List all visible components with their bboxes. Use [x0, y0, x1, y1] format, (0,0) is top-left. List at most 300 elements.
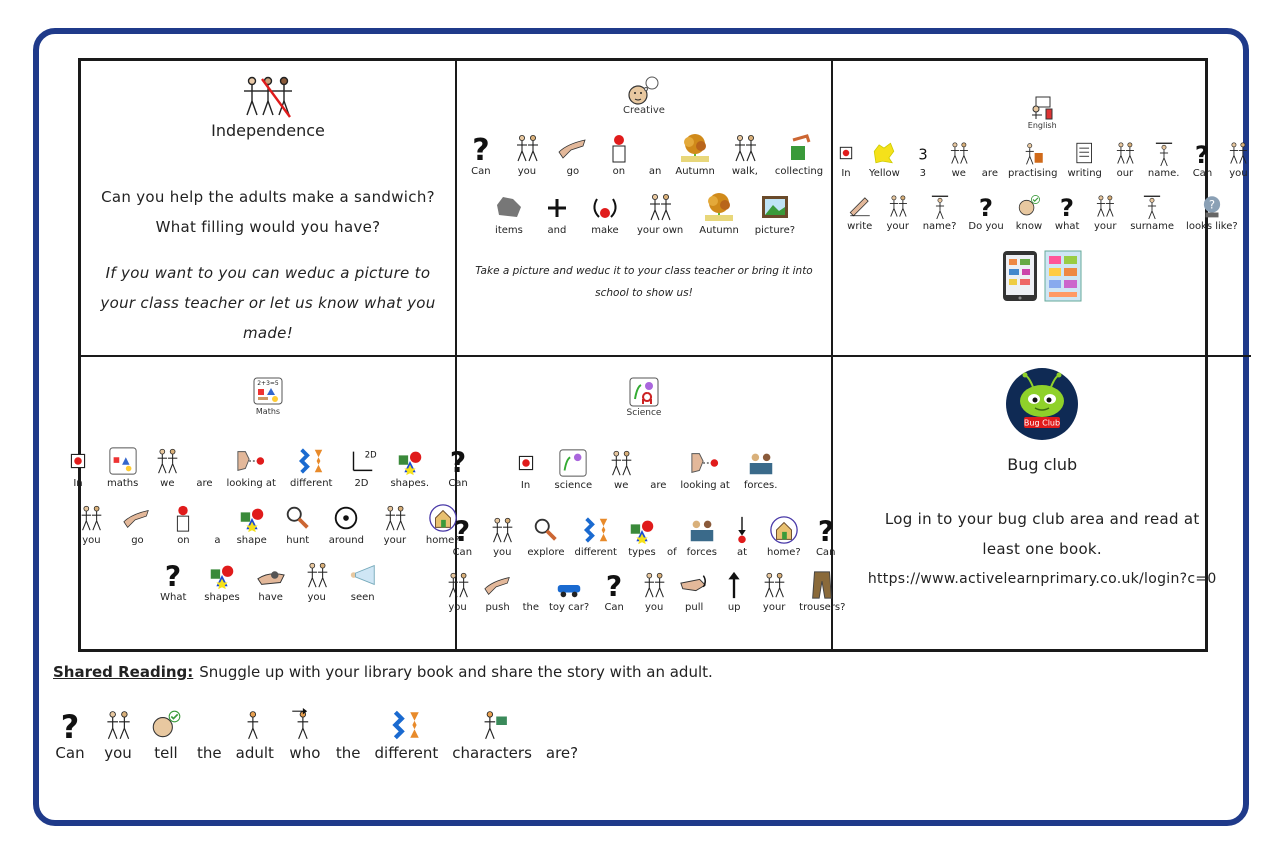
creative-symbol-word	[465, 132, 497, 177]
science-word-label: pull	[685, 602, 704, 613]
english-cell	[833, 61, 1251, 357]
go-icon	[122, 503, 152, 533]
creative-symbol-word	[603, 132, 635, 177]
science-symbol-word	[719, 570, 749, 613]
english-symbol-word	[833, 140, 859, 179]
independence-note-3: made!	[242, 324, 294, 342]
science-row-1	[457, 448, 831, 491]
autumn-icon	[679, 132, 711, 164]
different-icon	[389, 708, 423, 742]
independence-title: Independence	[211, 121, 325, 140]
can-icon	[447, 515, 477, 549]
practising-icon	[1020, 140, 1046, 166]
science-word-label: trousers?	[799, 602, 846, 613]
english-symbol-word	[1112, 140, 1138, 179]
english-word-label: looks like?	[1186, 221, 1238, 232]
science-symbol-word	[606, 448, 636, 491]
english-symbol-word	[968, 193, 1003, 232]
shared-word-label: tell	[154, 744, 178, 762]
independence-question-2: What filling would you have?	[155, 218, 381, 236]
maths-word-label: maths	[106, 478, 139, 489]
science-symbol-word	[667, 545, 677, 558]
you-icon	[101, 708, 135, 742]
shared-symbol-word	[197, 742, 222, 762]
creative-word-label: picture?	[754, 225, 796, 236]
creative-symbol-word	[775, 132, 823, 177]
shared-word-label: Can	[55, 744, 85, 762]
creative-word-label: on	[612, 166, 626, 177]
maths-word-label: Can	[448, 478, 468, 489]
science-row-2	[452, 515, 836, 558]
maths-symbol-word	[283, 503, 313, 546]
english-word-label: Yellow	[869, 168, 900, 179]
science-title: Science	[626, 408, 662, 418]
science-word-label: you	[493, 547, 512, 558]
maths-word-label: shapes.	[390, 478, 430, 489]
different-icon	[581, 515, 611, 545]
maths-word-label: you	[82, 535, 101, 546]
svg-text:?: ?	[165, 560, 182, 594]
shared-reading-symbols	[53, 708, 592, 762]
english-symbol-word	[869, 140, 900, 179]
maths-symbol-word	[63, 446, 93, 489]
english-symbol-word	[1067, 140, 1101, 179]
science-symbol-word	[599, 570, 629, 613]
english-word-label: Do you	[968, 221, 1004, 232]
science-word-label: forces	[686, 547, 718, 558]
creative-symbol-word	[649, 164, 661, 177]
maths-word-label: home?	[425, 535, 460, 546]
english-symbol-word	[1225, 140, 1251, 179]
creative-row-1	[457, 132, 831, 177]
twod-label: 2D	[365, 449, 378, 460]
you-icon	[639, 570, 669, 600]
science-symbol-word	[639, 570, 669, 613]
english-symbol-word	[910, 140, 936, 179]
bug-club-logo	[1005, 367, 1079, 441]
maths-icon	[253, 377, 283, 405]
your-own-icon	[644, 191, 676, 223]
maths-symbol-word	[380, 503, 410, 546]
creative-row-2	[457, 191, 831, 236]
english-word-label: we	[951, 168, 966, 179]
maths-word-label: 2D	[354, 478, 369, 489]
shape-icon	[237, 503, 267, 533]
write-icon	[847, 193, 873, 219]
independence-cell	[81, 61, 457, 357]
maths-symbol-word	[329, 503, 364, 546]
tell-icon	[149, 708, 183, 742]
science-symbol-word	[549, 570, 589, 613]
science-symbol-word	[447, 515, 477, 558]
push-icon	[483, 570, 513, 600]
items-icon	[493, 191, 525, 223]
shared-symbol-word	[236, 708, 274, 762]
maths-word-label: are	[196, 478, 213, 489]
maths-row-2	[81, 503, 460, 546]
maths-title: Maths	[255, 407, 281, 416]
maths-symbol-word	[348, 560, 378, 603]
we-icon	[606, 448, 636, 478]
science-word-label: at	[736, 547, 748, 558]
on-icon	[603, 132, 635, 164]
creative-word-label: your own	[636, 225, 684, 236]
science-symbol-word	[555, 448, 593, 491]
maths-symbol-word	[237, 503, 267, 546]
creative-word-label: Autumn	[675, 166, 715, 177]
name-chart-icon	[1044, 250, 1082, 302]
english-symbol-word	[923, 193, 957, 232]
english-symbol-word	[1186, 193, 1238, 232]
creative-word-label: walk,	[731, 166, 758, 177]
maths-symbol-word	[168, 503, 198, 546]
shared-symbol-word	[149, 708, 183, 762]
who-icon	[288, 708, 322, 742]
creative-title: Creative	[623, 105, 665, 116]
maths-symbol-word	[256, 560, 286, 603]
creative-word-label: Can	[471, 166, 491, 177]
what-icon	[158, 560, 188, 594]
your-icon	[759, 570, 789, 600]
can-icon	[465, 132, 497, 168]
maths-row-1	[73, 446, 468, 489]
shared-word-label: you	[104, 744, 132, 762]
your-icon	[380, 503, 410, 533]
english-pictures	[833, 250, 1251, 302]
science-symbol-word	[679, 570, 709, 613]
svg-text:3: 3	[918, 146, 928, 164]
home-icon	[769, 515, 799, 545]
creative-symbol-word	[699, 191, 739, 236]
creative-word-label: an	[648, 166, 662, 177]
shared-word-label: who	[289, 744, 321, 762]
science-word-label: you	[448, 602, 467, 613]
science-symbol-word	[483, 570, 513, 613]
svg-text:?: ?	[817, 515, 834, 549]
adult-icon	[238, 708, 272, 742]
and-icon	[541, 191, 573, 223]
creative-symbol-word	[729, 132, 761, 177]
seen-icon	[348, 560, 378, 590]
science-word-label: up	[727, 602, 741, 613]
forces-icon	[687, 515, 717, 545]
looking-at-icon	[236, 446, 266, 476]
english-word-label: your	[1093, 221, 1117, 232]
forces-icon	[746, 448, 776, 478]
you-icon	[443, 570, 473, 600]
english-word-label: are	[981, 168, 998, 179]
creative-note-1: Take a picture and weduc it to your class teacher or bring it into	[475, 265, 813, 277]
can-icon	[53, 707, 87, 746]
english-symbol-word	[1092, 193, 1118, 232]
autumn-icon	[703, 191, 735, 223]
in-icon	[833, 140, 859, 166]
maths-symbol-word	[226, 446, 276, 489]
science-symbol-word	[511, 448, 541, 491]
svg-text:?: ?	[449, 446, 467, 480]
science-word-label: In	[520, 480, 531, 491]
english-word-label: what	[1054, 221, 1080, 232]
creative-symbol-word	[755, 191, 795, 236]
3-icon	[910, 140, 936, 166]
in-icon	[511, 448, 541, 478]
maths-symbol-word	[290, 446, 332, 489]
shared-word-label: the	[197, 744, 222, 762]
shared-word-label: the	[335, 744, 361, 762]
do-you-icon	[973, 192, 999, 222]
english-symbol-word	[1189, 140, 1215, 179]
creative-word-label: and	[547, 225, 567, 236]
english-icon	[1028, 95, 1056, 121]
maths-word-label: go	[131, 535, 144, 546]
svg-text:?: ?	[1060, 192, 1075, 222]
science-symbol-word	[527, 515, 564, 558]
science-word-label: forces.	[743, 480, 778, 491]
science-symbol-word	[575, 515, 617, 558]
maths-row-3	[81, 560, 455, 603]
english-symbol-word	[1130, 193, 1174, 232]
maths-word-label: shapes	[204, 592, 240, 603]
hunt-icon	[283, 503, 313, 533]
go-icon	[557, 132, 589, 164]
creative-symbol-word	[511, 132, 543, 177]
creative-symbol-word	[493, 191, 525, 236]
science-word-label: are	[650, 480, 667, 491]
maths-symbol-word	[152, 446, 182, 489]
looking-at-icon	[690, 448, 720, 478]
surname-icon	[1139, 193, 1165, 219]
bugclub-title: Bug club	[1007, 455, 1078, 474]
at-icon	[727, 515, 757, 545]
independence-icon	[238, 75, 298, 119]
english-symbol-word	[847, 193, 873, 232]
shared-symbol-word	[53, 708, 87, 762]
creative-word-label: you	[517, 166, 537, 177]
svg-text:?: ?	[606, 570, 623, 604]
shared-symbol-word	[452, 708, 532, 762]
shapes-icon	[395, 446, 425, 476]
science-word-label: push	[485, 602, 510, 613]
english-symbol-word	[982, 166, 998, 179]
independence-question-1: Can you help the adults make a sandwich?	[101, 188, 435, 206]
science-word-label: we	[614, 480, 629, 491]
english-row-1	[833, 140, 1251, 179]
you-icon	[511, 132, 543, 164]
science-word-label: types	[628, 547, 656, 558]
science-symbol-word	[443, 570, 473, 613]
maths-word-label: shape	[236, 535, 267, 546]
science-symbol-word	[744, 448, 778, 491]
science-symbol-word	[487, 515, 517, 558]
looks-like-icon	[1199, 193, 1225, 219]
shared-reading-text: Snuggle up with your library book and share the story with an adult.	[199, 663, 713, 681]
maths-word-label: seen	[350, 592, 375, 603]
english-symbol-word	[1148, 140, 1180, 179]
walk-icon	[729, 132, 761, 164]
shared-reading	[53, 663, 713, 681]
creative-symbol-word	[637, 191, 683, 236]
shared-word-label: different	[374, 744, 439, 762]
around-icon	[331, 503, 361, 533]
creative-cell	[457, 61, 833, 357]
english-symbol-word	[1008, 140, 1057, 179]
yellow-icon	[871, 140, 897, 166]
maths-word-label: different	[289, 478, 333, 489]
science-symbol-word	[523, 600, 539, 613]
science-word-label: explore	[527, 547, 565, 558]
maths-symbol-word	[196, 476, 212, 489]
shared-symbol-word	[336, 742, 361, 762]
shared-symbol-word	[546, 742, 578, 762]
english-symbol-word	[1054, 193, 1080, 232]
shared-word-label: characters	[452, 744, 532, 762]
science-word-label: different	[574, 547, 617, 558]
bugclub-line-2: least one book.	[982, 540, 1102, 558]
your-icon	[1092, 193, 1118, 219]
english-symbol-word	[946, 140, 972, 179]
we-icon	[946, 140, 972, 166]
creative-symbol-word	[541, 191, 573, 236]
make-icon	[589, 191, 621, 223]
we-icon	[152, 446, 182, 476]
maths-word-label: you	[307, 592, 326, 603]
maths-word-label: on	[177, 535, 190, 546]
english-row-2	[833, 193, 1251, 232]
shared-symbol-word	[375, 708, 439, 762]
name-icon	[1151, 140, 1177, 166]
what-icon	[1054, 192, 1080, 222]
know-icon	[1016, 193, 1042, 219]
english-word-label: write	[847, 221, 873, 232]
svg-text:?: ?	[1208, 197, 1215, 212]
science-word-label: looking at	[680, 480, 730, 491]
your-icon	[885, 193, 911, 219]
creative-word-label: collecting	[774, 166, 824, 177]
you-icon	[302, 560, 332, 590]
science-symbol-word	[687, 515, 717, 558]
english-word-label: In	[841, 168, 851, 179]
maths-symbol-word	[204, 560, 239, 603]
bug-club-logo-text: Bug Club	[1024, 418, 1061, 428]
tablet-icon	[1002, 250, 1038, 302]
collecting-icon	[783, 132, 815, 164]
creative-word-label: Autumn	[699, 225, 739, 236]
different-icon	[296, 446, 326, 476]
types-icon	[627, 515, 657, 545]
svg-text:?: ?	[979, 192, 994, 222]
science-word-label: of	[666, 547, 677, 558]
bugclub-login-link[interactable]: https://www.activelearnprimary.co.uk/login?c=0	[867, 571, 1217, 587]
english-symbol-word	[885, 193, 911, 232]
creative-symbol-word	[589, 191, 621, 236]
english-word-label: Can	[1192, 168, 1213, 179]
maths-word-label: we	[160, 478, 175, 489]
science-icon	[558, 448, 588, 478]
svg-text:?: ?	[472, 133, 490, 168]
shared-symbol-word	[101, 708, 135, 762]
maths-word-label: What	[160, 592, 187, 603]
svg-text:?: ?	[1195, 139, 1210, 169]
science-word-label: toy car?	[548, 602, 590, 613]
shared-symbol-word	[288, 708, 322, 762]
science-word-label: Can	[815, 547, 836, 558]
have-icon	[256, 560, 286, 590]
english-word-label: practising	[1007, 168, 1058, 179]
creative-word-label: go	[566, 166, 580, 177]
creative-word-label: make	[591, 225, 619, 236]
english-word-label: name?	[922, 221, 957, 232]
maths-symbol-word	[346, 446, 376, 489]
toy-car-icon	[554, 570, 584, 600]
svg-text:?: ?	[60, 707, 80, 746]
you-icon	[487, 515, 517, 545]
our-icon	[1112, 140, 1138, 166]
english-word-label: 3	[919, 168, 926, 179]
characters-icon	[475, 708, 509, 742]
bugclub-cell	[833, 357, 1251, 649]
shared-reading-label: Shared Reading:	[53, 663, 194, 681]
maths-symbol-word	[107, 446, 138, 489]
2d-icon	[346, 446, 376, 476]
creative-symbol-word	[675, 132, 715, 177]
english-word-label: writing	[1067, 168, 1102, 179]
maths-word-label: looking at	[226, 478, 276, 489]
activity-grid	[73, 58, 1248, 652]
science-symbol-word	[727, 515, 757, 558]
maths-symbol-word	[122, 503, 152, 546]
creative-word-label: items	[495, 225, 523, 236]
science-symbol-word	[650, 478, 666, 491]
up-icon	[719, 570, 749, 600]
maths-symbol-word	[76, 503, 106, 546]
writing-icon	[1072, 140, 1098, 166]
science-word-label: science	[554, 480, 593, 491]
picture-icon	[759, 191, 791, 223]
science-symbol-word	[680, 448, 730, 491]
maths-word-label: have	[258, 592, 283, 603]
pull-icon	[679, 570, 709, 600]
maths-word-label: around	[328, 535, 364, 546]
you-icon	[76, 503, 106, 533]
bugclub-line-1: Log in to your bug club area and read at	[884, 510, 1200, 528]
maths-icon	[108, 446, 138, 476]
maths-word-label: In	[73, 478, 83, 489]
maths-icon-text: 2+3=5	[257, 380, 279, 387]
science-word-label: the	[522, 602, 539, 613]
maths-word-label: a	[214, 535, 221, 546]
name-icon	[927, 193, 953, 219]
can-icon	[599, 570, 629, 604]
science-row-3	[448, 570, 846, 613]
maths-symbol-word	[158, 560, 188, 603]
maths-symbol-word	[390, 446, 429, 489]
maths-symbol-word	[302, 560, 332, 603]
english-word-label: your	[886, 221, 909, 232]
creative-note-2: school to show us!	[595, 287, 693, 299]
english-word-label: surname	[1130, 221, 1175, 232]
can-icon	[1189, 139, 1215, 169]
english-word-label: our	[1116, 168, 1134, 179]
english-symbol-word	[1016, 193, 1042, 232]
science-cell	[448, 357, 846, 649]
science-word-label: Can	[604, 602, 624, 613]
maths-word-label: your	[383, 535, 407, 546]
maths-word-label: hunt	[286, 535, 310, 546]
creative-symbol-word	[557, 132, 589, 177]
shared-word-label: are?	[545, 744, 579, 762]
science-word-label: your	[762, 602, 786, 613]
independence-note-2: your class teacher or let us know what you	[100, 294, 436, 312]
